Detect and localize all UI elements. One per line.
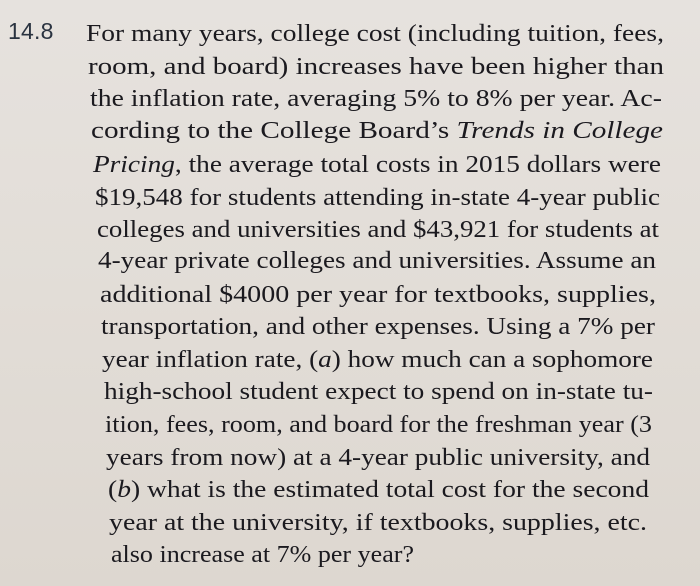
text-segment: For many years, college cost (including tuition, fees, (86, 20, 664, 47)
text-segment: also increase at 7% per year? (111, 541, 415, 568)
text-segment: colleges and universities and $43,921 for students at (97, 216, 659, 243)
problem-line (108, 475, 649, 505)
text-segment: year inflation rate, ( (102, 346, 319, 373)
italic-text: Pricing (93, 151, 175, 178)
italic-text: b (117, 476, 131, 503)
text-segment: years from now) at a 4-year public university, and (106, 444, 650, 471)
problem-line (111, 540, 414, 570)
text-segment: cording to the College Board’s (91, 117, 457, 144)
problem-line (100, 280, 656, 310)
problem-line (104, 377, 653, 407)
problem-line (95, 183, 660, 213)
text-segment: , the average total costs in 2015 dollars were (174, 151, 662, 178)
text-segment: high-school student expect to spend on in-state tu- (104, 378, 654, 405)
text-segment: ition, fees, room, and board for the freshman year (3 (105, 411, 652, 438)
text-segment: the inflation rate, averaging 5% to 8% per year. Ac- (90, 85, 662, 112)
problem-line (106, 443, 650, 473)
problem-line (90, 84, 662, 114)
italic-text: a (318, 346, 332, 373)
problem-line (105, 410, 652, 440)
text-segment: additional $4000 per year for textbooks, supplies, (100, 281, 656, 308)
text-segment: ) what is the estimated total cost for the second (130, 476, 650, 503)
problem-line (109, 508, 647, 538)
problem-line (88, 52, 664, 82)
problem-line (91, 116, 663, 146)
text-segment: ( (108, 476, 118, 503)
problem-line (102, 345, 653, 375)
problem-number: 14.8 (8, 18, 54, 44)
text-segment: year at the university, if textbooks, supplies, etc. (109, 509, 647, 536)
text-segment: room, and board) increases have been higher than (88, 53, 664, 80)
text-segment: 4-year private colleges and universities. Assume an (98, 247, 656, 274)
problem-line (93, 150, 661, 180)
text-segment: $19,548 for students attending in-state 4-year public (95, 184, 661, 211)
problem-line (98, 246, 656, 276)
text-segment: ) how much can a sophomore (331, 346, 654, 373)
problem-line (97, 215, 659, 245)
problem-line (101, 312, 655, 342)
text-segment: transportation, and other expenses. Using a 7% per (101, 313, 655, 340)
problem-line (86, 19, 664, 49)
italic-text: Trends in College (456, 117, 664, 144)
